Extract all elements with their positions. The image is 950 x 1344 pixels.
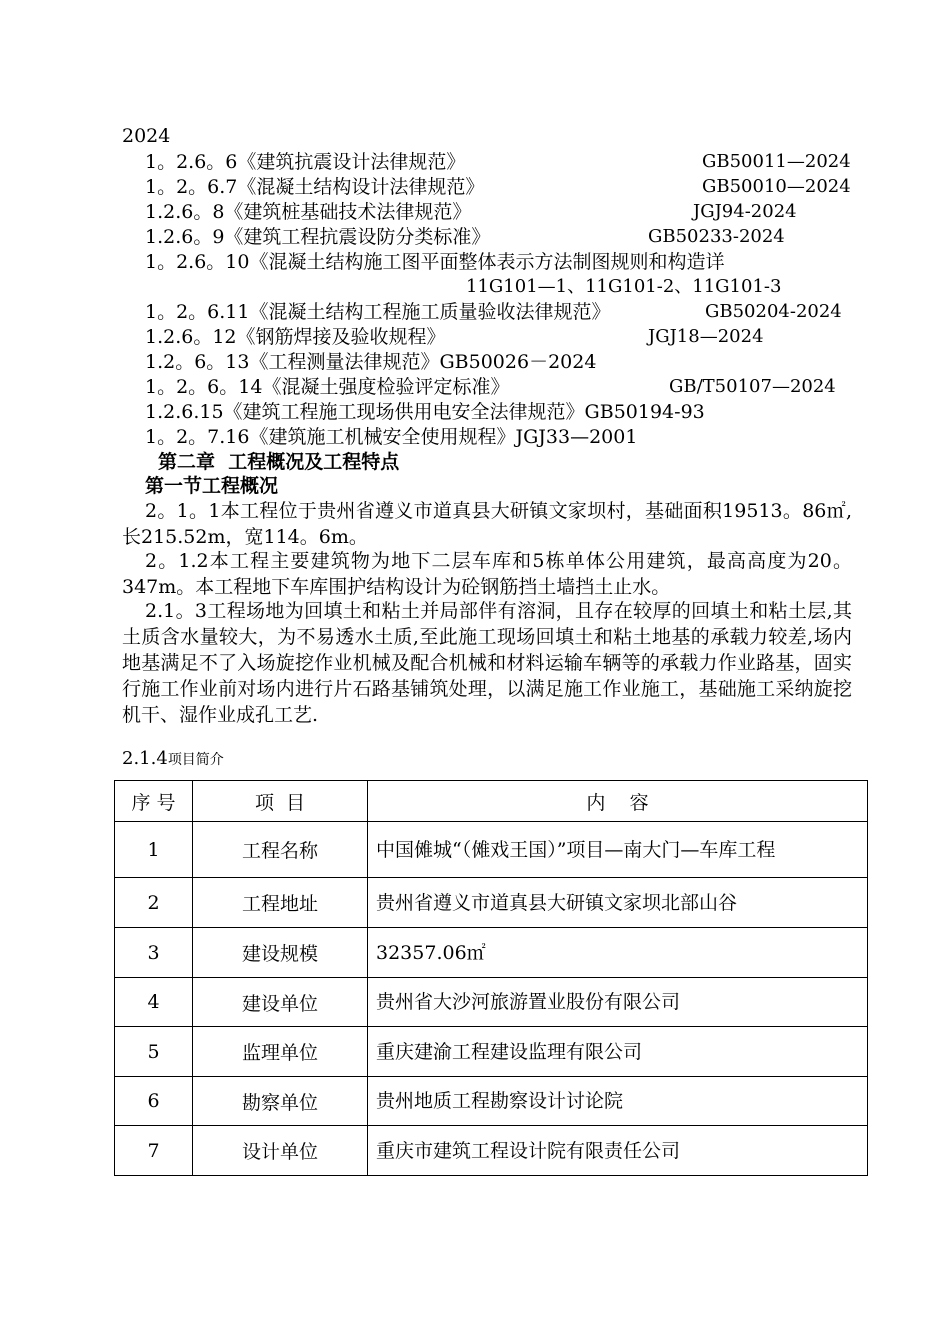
row-index: 7 (115, 1126, 193, 1176)
table-row (115, 978, 868, 1027)
row-content: 中国傩城“（傩戏王国）”项目—南大门—车库工程 (368, 822, 868, 878)
row-content: 贵州省遵义市道真县大研镇文家坝北部山谷 (368, 878, 868, 928)
row-item: 工程名称 (193, 822, 368, 878)
paragraph: 2。1.2本工程主要建筑物为地下二层车库和5栋单体公用建筑，最高高度为20。347m。本工程地下车库围护结构设计为砼钢筋挡土墙挡土止水。 (122, 550, 852, 598)
project-summary-table (114, 780, 868, 1176)
section-title: 第一节工程概况 (145, 475, 279, 497)
reference-code: GB/T50107—2024 (669, 376, 836, 397)
row-item: 工程地址 (193, 878, 368, 928)
row-index: 1 (115, 822, 193, 878)
top-fragment: 2024 (122, 125, 171, 147)
table-caption-number: 2.1.4 (122, 748, 168, 769)
reference-item: 1。2.6。6《建筑抗震设计法律规范》 (145, 151, 466, 173)
reference-item: 1。2.6。10《混凝土结构施工图平面整体表示方法制图规则和构造详 (145, 251, 725, 273)
header-content: 内 容 (368, 781, 868, 822)
reference-item: 1。2。7.16《建筑施工机械安全使用规程》JGJ33—2001 (145, 426, 638, 448)
header-item: 项 目 (193, 781, 368, 822)
table-row (115, 1027, 868, 1077)
table-row (115, 822, 868, 878)
row-content: 重庆建渝工程建设监理有限公司 (368, 1027, 868, 1077)
row-item: 勘察单位 (193, 1077, 368, 1126)
row-content: 贵州省大沙河旅游置业股份有限公司 (368, 978, 868, 1027)
reference-code: GB50011—2024 (702, 151, 851, 172)
row-index: 4 (115, 978, 193, 1027)
reference-item: 1.2.6。12《钢筋焊接及验收规程》 (145, 326, 446, 348)
reference-item: 1.2.6.15《建筑工程施工现场供用电安全法律规范》GB50194-93 (145, 401, 705, 423)
reference-item: 1.2.6。9《建筑工程抗震设防分类标准》 (145, 226, 491, 248)
reference-item: 1。2。6.7《混凝土结构设计法律规范》 (145, 176, 485, 198)
row-index: 3 (115, 928, 193, 978)
reference-item: 1.2。6。13《工程测量法律规范》GB50026－2024 (145, 351, 597, 373)
table-row (115, 878, 868, 928)
row-index: 2 (115, 878, 193, 928)
reference-code: JGJ94-2024 (693, 201, 797, 222)
reference-code: GB50204-2024 (705, 301, 842, 322)
chapter-title: 第二章 工程概况及工程特点 (158, 451, 400, 473)
row-item: 建设单位 (193, 978, 368, 1027)
table-row (115, 1077, 868, 1126)
reference-code: JGJ18—2024 (648, 326, 764, 347)
row-index: 5 (115, 1027, 193, 1077)
reference-code: GB50233-2024 (648, 226, 785, 247)
paragraph: 2.1。3工程场地为回填土和粘土并局部伴有溶洞，且存在较厚的回填土和粘土层,其土质含水量较大，为不易透水土质,至此施工现场回填土和粘土地基的承载力较差,场内地基满足不了入场旋挖作业机械及配合机械和材料运输车辆等的承载力作业路基，固实行施工作业前对场内进行片石路基铺筑处理，以满足施工作业施工，基础施工采纳旋挖机干、湿作业成孔工艺. (122, 600, 852, 726)
table-row (115, 928, 868, 978)
row-content: 重庆市建筑工程设计院有限责任公司 (368, 1126, 868, 1176)
reference-code: GB50010—2024 (702, 176, 851, 197)
table-caption-label: 项目简介 (167, 752, 224, 768)
row-item: 监理单位 (193, 1027, 368, 1077)
reference-item: 1.2.6。8《建筑桩基础技术法律规范》 (145, 201, 472, 223)
row-item: 设计单位 (193, 1126, 368, 1176)
header-index: 序 号 (115, 781, 193, 822)
row-item: 建设规模 (193, 928, 368, 978)
paragraph: 2。1。1本工程位于贵州省遵义市道真县大研镇文家坝村，基础面积19513。86㎡,长215.52m，宽114。6m。 (122, 500, 852, 548)
row-content: 贵州地质工程勘察设计讨论院 (368, 1077, 868, 1126)
row-index: 6 (115, 1077, 193, 1126)
reference-code: 11G101—1、11G101-2、11G101-3 (466, 276, 782, 297)
table-caption (122, 747, 224, 772)
table-row (115, 1126, 868, 1176)
reference-item: 1。2。6。14《混凝土强度检验评定标准》 (145, 376, 510, 398)
row-content: 32357.06㎡ (368, 928, 868, 978)
reference-item: 1。2。6.11《混凝土结构工程施工质量验收法律规范》 (145, 301, 611, 323)
table-header-row (115, 781, 868, 822)
